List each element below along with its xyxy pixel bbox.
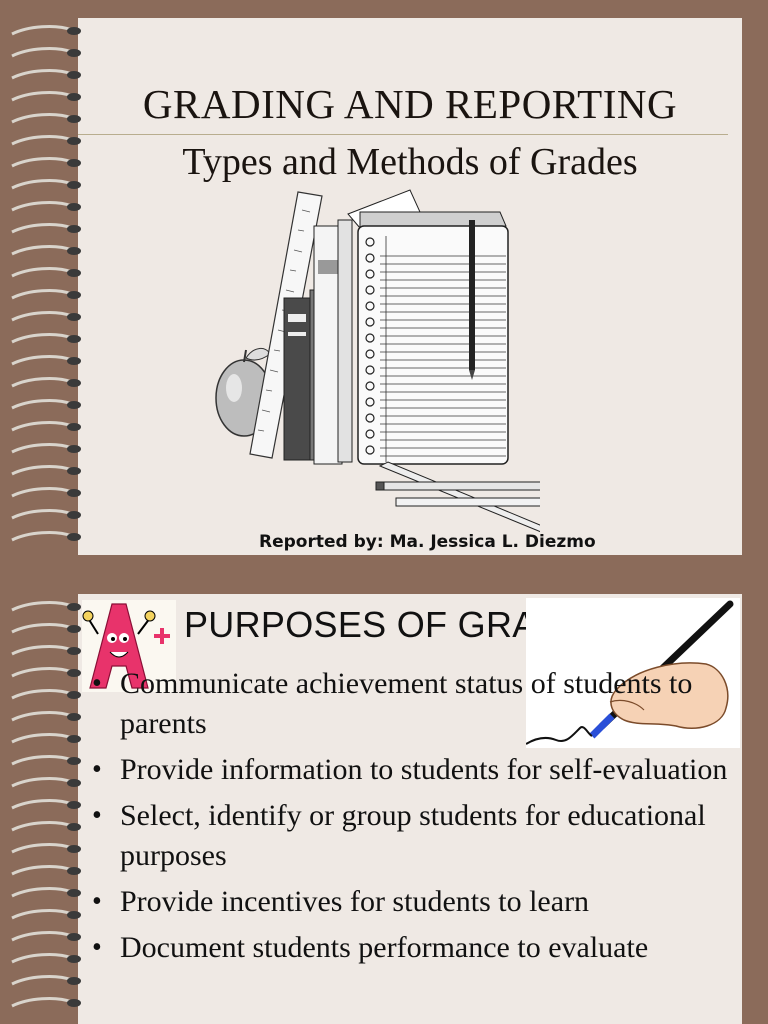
binding-hole xyxy=(67,137,81,145)
spiral-coil xyxy=(12,691,72,698)
spiral-coil xyxy=(12,889,72,896)
binding-hole xyxy=(67,467,81,475)
spiral-coil xyxy=(12,203,72,210)
spiral-coil xyxy=(12,137,72,144)
spiral-coil xyxy=(12,801,72,808)
notebook-icon xyxy=(358,220,508,464)
binding-hole xyxy=(67,647,81,655)
binding-hole xyxy=(67,511,81,519)
spiral-coil xyxy=(12,933,72,940)
binding-hole xyxy=(67,533,81,541)
spiral-coil xyxy=(12,181,72,188)
spiral-coil xyxy=(12,713,72,720)
spiral-coil xyxy=(12,467,72,474)
binding-hole xyxy=(67,911,81,919)
spiral-coil xyxy=(12,71,72,78)
binding-hole xyxy=(67,691,81,699)
spiral-coil xyxy=(12,603,72,610)
binding-hole xyxy=(67,49,81,57)
binding-hole xyxy=(67,669,81,677)
slide-subtitle: Types and Methods of Grades xyxy=(182,141,638,183)
spiral-coil xyxy=(12,291,72,298)
binding-hole xyxy=(67,867,81,875)
binding-hole xyxy=(67,955,81,963)
list-item: • Select, identify or group students for educational purposes xyxy=(92,799,706,872)
spiral-coil xyxy=(12,511,72,518)
binding-hole xyxy=(67,823,81,831)
spiral-coil xyxy=(12,489,72,496)
spiral-coil xyxy=(12,999,72,1006)
binding-hole xyxy=(67,423,81,431)
spiral-coil xyxy=(12,93,72,100)
binding-hole xyxy=(67,291,81,299)
spiral-coil xyxy=(12,115,72,122)
binding-hole xyxy=(67,335,81,343)
binding-hole xyxy=(67,933,81,941)
spiral-coil xyxy=(12,625,72,632)
binding-hole xyxy=(67,401,81,409)
binding-hole xyxy=(67,313,81,321)
spiral-coil xyxy=(12,269,72,276)
spiral-coil xyxy=(12,379,72,386)
binding-hole xyxy=(67,27,81,35)
spiral-coil xyxy=(12,27,72,34)
spiral-coil xyxy=(12,247,72,254)
reporter-credit: Reported by: Ma. Jessica L. Diezmo xyxy=(259,532,596,552)
binding-hole xyxy=(67,357,81,365)
binding-hole xyxy=(67,159,81,167)
spiral-coil xyxy=(12,401,72,408)
binding-hole xyxy=(67,603,81,611)
pencil-icon xyxy=(376,462,540,534)
binding-hole xyxy=(67,735,81,743)
purposes-slide xyxy=(78,594,742,1024)
binding-hole xyxy=(67,889,81,897)
purposes-list xyxy=(86,664,736,974)
book-icon xyxy=(314,220,352,464)
binding-hole xyxy=(67,93,81,101)
binding-hole xyxy=(67,181,81,189)
title-slide xyxy=(78,18,742,555)
list-item: • Document students performance to evaluate xyxy=(92,931,649,964)
book-icon xyxy=(284,290,318,460)
books-notebook-apple-icon xyxy=(210,186,540,536)
binding-hole xyxy=(67,445,81,453)
spiral-coil xyxy=(12,423,72,430)
binding-hole xyxy=(67,999,81,1007)
binding-hole xyxy=(67,757,81,765)
list-item: • Provide incentives for students to learn xyxy=(92,885,590,918)
list-item: • Provide information to students for self-evaluation xyxy=(92,753,728,786)
binding-hole xyxy=(67,489,81,497)
spiral-coil xyxy=(12,845,72,852)
binding-hole xyxy=(67,845,81,853)
slide-title: GRADING AND REPORTING xyxy=(142,81,678,127)
slide-title: PURPOSES OF GRADING xyxy=(184,604,628,645)
spiral-coil xyxy=(12,533,72,540)
spiral-coil xyxy=(12,867,72,874)
spiral-coil xyxy=(12,313,72,320)
spiral-coil xyxy=(12,669,72,676)
spiral-coil xyxy=(12,757,72,764)
spiral-coil xyxy=(12,977,72,984)
spiral-coil xyxy=(12,225,72,232)
spiral-coil xyxy=(12,735,72,742)
binding-hole xyxy=(67,779,81,787)
binding-hole xyxy=(67,713,81,721)
spiral-coil xyxy=(12,159,72,166)
spiral-coil xyxy=(12,357,72,364)
spiral-coil xyxy=(12,955,72,962)
binding-hole xyxy=(67,115,81,123)
binding-hole xyxy=(67,269,81,277)
binding-hole xyxy=(67,801,81,809)
spiral-binding-icon xyxy=(8,22,88,552)
spiral-coil xyxy=(12,779,72,786)
spiral-coil xyxy=(12,49,72,56)
title-divider xyxy=(78,134,728,135)
binding-hole xyxy=(67,625,81,633)
binding-hole xyxy=(67,379,81,387)
spiral-coil xyxy=(12,823,72,830)
binding-hole xyxy=(67,71,81,79)
binding-hole xyxy=(67,225,81,233)
list-item: • Communicate achievement status of students to parents xyxy=(92,667,693,740)
binding-hole xyxy=(67,247,81,255)
binding-hole xyxy=(67,203,81,211)
spiral-coil xyxy=(12,647,72,654)
spiral-binding-icon xyxy=(8,598,88,1024)
spiral-coil xyxy=(12,335,72,342)
spiral-coil xyxy=(12,911,72,918)
binding-hole xyxy=(67,977,81,985)
spiral-coil xyxy=(12,445,72,452)
